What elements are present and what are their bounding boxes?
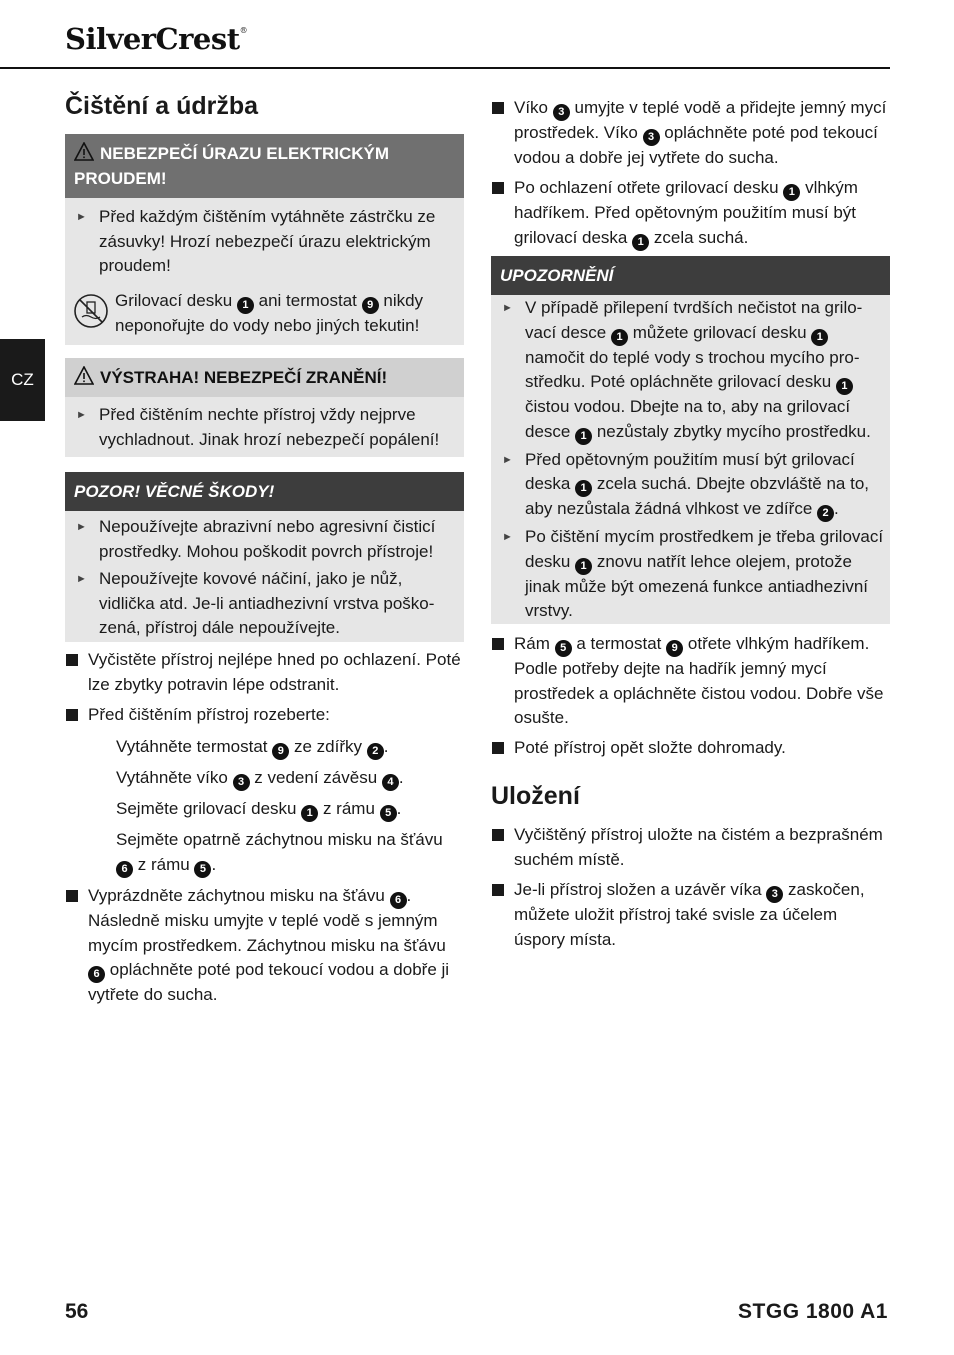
brand-logo: SilverCrest® — [65, 22, 248, 56]
list-item: ► Před každým čištěním vytáhněte zástrčku ze zásuvky! Hrozí nebezpečí úrazu elektrickým proudem! — [65, 205, 464, 279]
list-item: ► Po čištění mycím prostředkem je třeba grilovací desku 1 znovu natřít lehce olejem, protože jinak může být omezená funkce antiadhezivní vrstvy. — [491, 525, 890, 624]
list-item: ► V případě přilepení tvrdších nečistot na grilo-vací desce 1 můžete grilovací desku 1 namočit do teplé vody s trochou mycího pro-středku. Poté opláchněte grilovací desku 1 čistou vodou. Dbejte na to, aby na grilovací desce 1 nezůstaly zbytky mycího prostředku. — [491, 296, 890, 445]
no-immersion-icon — [73, 293, 109, 329]
bullet-item: Víko 3 umyjte v teplé vodě a přidejte jemný mycí prostředek. Víko 3 opláchněte poté pod tekoucí vodou a dobře jej vytřete do sucha. — [491, 96, 890, 171]
step-item: Vytáhněte termostat 9 ze zdířky 2 . — [116, 735, 464, 760]
bullet-item: Před čištěním přístroj rozeberte: — [65, 703, 464, 728]
bullet-item: Rám 5 a termostat 9 otřete vlhkým hadříkem. Podle potřeby dejte na hadřík jemný mycí prostředek a opláchněte čistou vodou. Dobře vše osušte. — [491, 632, 890, 731]
step-item: Sejměte opatrně záchytnou misku na šťávu 6 z rámu 5 . — [116, 828, 464, 878]
part-number-1: 1 — [237, 297, 254, 314]
list-item: ► Před opětovným použitím musí být grilovací deska 1 zcela suchá. Dbejte obzvláště na to, aby nezůstala žádná vlhkost ve zdířce 2 . — [491, 448, 890, 523]
step-item: Sejměte grilovací desku 1 z rámu 5 . — [116, 797, 464, 822]
bullet-item: Vyprázdněte záchytnou misku na šťávu 6 . Následně misku umyjte v teplé vodě s jemným mycím prostředkem. Záchytnou misku na šťávu 6 opláchněte poté pod tekoucí vodou a dobře ji vytřete do sucha. — [65, 884, 464, 1008]
caution-box-damage — [65, 472, 464, 642]
section-title-cleaning: Čištění a údržba — [65, 92, 259, 120]
model-number: STGG 1800 A1 — [738, 1300, 888, 1323]
warning-box-electric — [65, 134, 464, 345]
bullet-item: Vyčistěte přístroj nejlépe hned po ochlazení. Poté lze zbytky potravin lépe odstranit. — [65, 648, 464, 697]
caution-heading: POZOR! VĚCNÉ ŠKODY! — [65, 472, 464, 511]
page-number: 56 — [65, 1300, 89, 1323]
warning-triangle-icon — [74, 366, 94, 386]
list-item: ► Nepoužívejte kovové náčiní, jako je nůž, vidlička atd. Je-li antiadhezivní vrstva poško-zená, přístroj dále nepoužívejte. — [65, 567, 464, 641]
list-item: ► Před čištěním nechte přístroj vždy nejprve vychladnout. Jinak hrozí nebezpečí popálení! — [65, 403, 464, 452]
warning-box-injury — [65, 358, 464, 457]
section-title-storage: Uložení — [491, 782, 580, 810]
bullet-item: Vyčištěný přístroj uložte na čistém a bezprašném suchém místě. — [491, 823, 890, 872]
warning-heading: VÝSTRAHA! NEBEZPEČÍ ZRANĚNÍ! — [65, 358, 464, 397]
part-number-9: 9 — [362, 297, 379, 314]
bullet-item: Je-li přístroj složen a uzávěr víka 3 zaskočen, můžete uložit přístroj také svisle za účelem úspory místa. — [491, 878, 890, 952]
language-tab: CZ — [0, 339, 45, 421]
header-rule — [0, 67, 890, 69]
step-item: Vytáhněte víko 3 z vedení závěsu 4 . — [116, 766, 464, 791]
bullet-item: Po ochlazení otřete grilovací desku 1 vlhkým hadříkem. Před opětovným použitím musí být grilovací deska 1 zcela suchá. — [491, 176, 890, 251]
bullet-item: Poté přístroj opět složte dohromady. — [491, 736, 890, 761]
list-item: ► Nepoužívejte abrazivní nebo agresivní čisticí prostředky. Mohou poškodit povrch přístroje! — [65, 515, 464, 564]
warning-triangle-icon — [74, 142, 94, 162]
warning-heading: NEBEZPEČÍ ÚRAZU ELEKTRICKÝM PROUDEM! — [65, 134, 464, 198]
no-immerse-note: Grilovací desku 1 ani termostat 9 nikdy neponořujte do vody nebo jiných tekutin! — [65, 289, 464, 339]
note-heading: UPOZORNĚNÍ — [491, 256, 890, 295]
note-box — [491, 256, 890, 624]
